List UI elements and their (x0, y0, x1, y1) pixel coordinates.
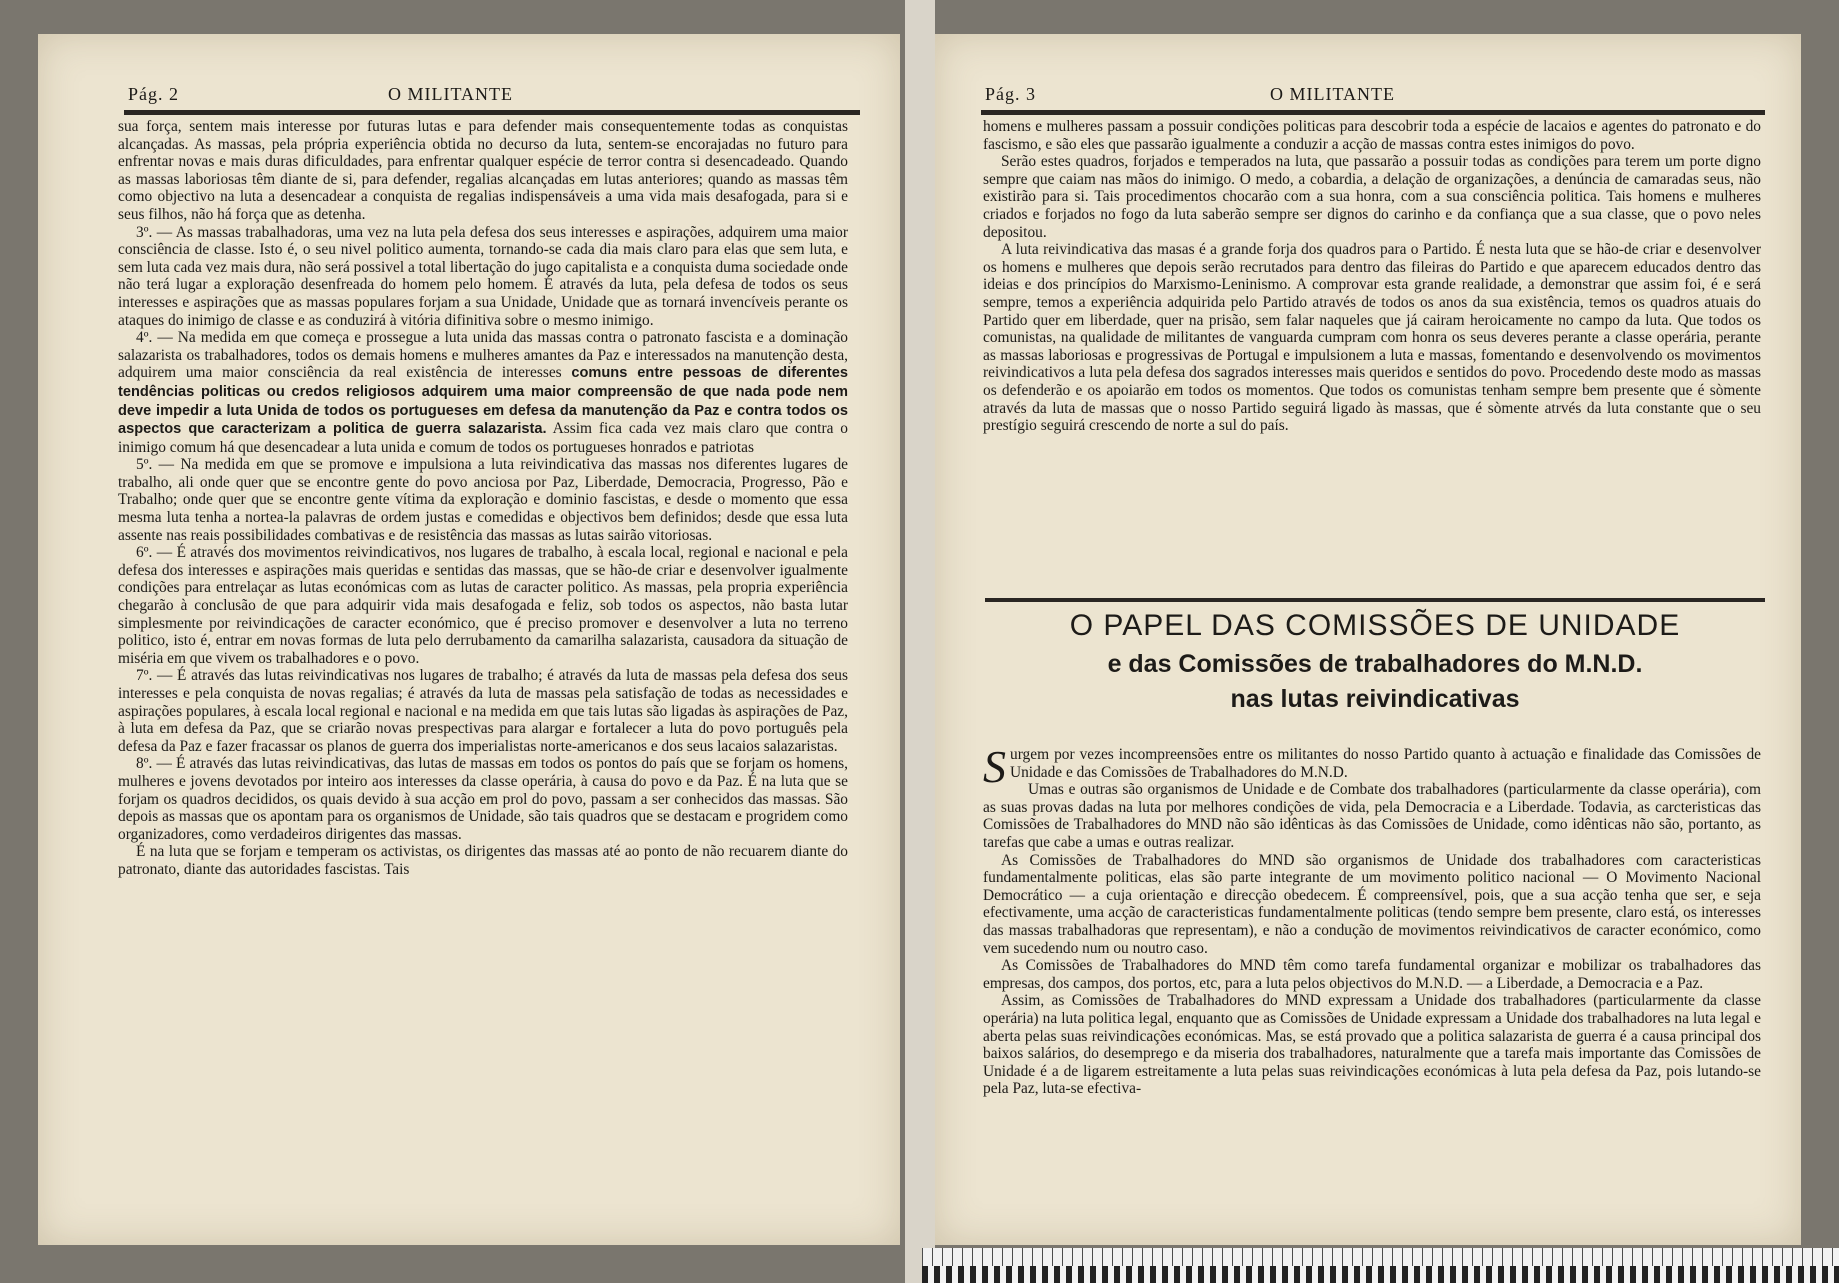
paragraph: Serão estes quadros, forjados e temperados na luta, que passarão a possuir todas as condições para terem um porte digno sempre que caiam nas mãos do inimigo. O medo, a cobardia, a delação de organizações, a denúncia de camaradas seus, não existirão para si. Tais procedimentos chocarão com a sua honra, com a sua consciência politica. Tais homens e mulheres criados e forjados no fogo da luta saberão sempre ser dignos do carinho e da confiança que a sua classe, que o povo neles depositou. (983, 153, 1761, 241)
paragraph: A luta reivindicativa das masas é a grande forja dos quadros para o Partido. É nesta luta que se hão-de criar e desenvolver os homens e mulheres que depois serão recrutados para dentro das fileiras do Partido e que aparecem educados dentro das ideias e dos princípios do Marxismo-Leninismo. A comprovar esta grande realidade, a demonstrar que assim foi, é e será sempre, temos a experiência adquirida pelo Partido através de todos os anos da sua existência, temos os quadros atuais do Partido quer em liberdade, quer na prisão, sem falar naqueles que já cairam heroicamente no campo da luta. Que todos os comunistas, na qualidade de militantes de vanguarda cumpram com honra os seus deveres perante a classe operária, perante as massas laboriosas e progressivas de Portugal e impulsionem a luta e massas, fomentando e desenvolvendo os movimentos reivindicativos a luta pela defesa dos sagrados interesses mais queridos e sentidos do povo. Procedendo deste modo as massas os defenderão e os apoiarão em todos os momentos. Que todos os comunistas tenham sempre bem presente que é sòmente através da luta de massas que o nosso Partido seguirá ligado às massas, que é sòmente atrvés da luta constante que o seu prestígio seguirá crescendo de norte a sul do país. (983, 241, 1761, 435)
page-number: Pág. 3 (985, 84, 1036, 104)
page-number: Pág. 2 (128, 84, 179, 104)
right-page-header (985, 84, 1761, 110)
page-gutter (905, 0, 935, 1283)
ruler-ticks (922, 1248, 1839, 1266)
paragraph: Umas e outras são organismos de Unidade e de Combate dos trabalhadores (particularmente da classe operária), com as suas provas dadas na luta por melhores condições de vida, pela Democracia e a Liberdade. Todavia, as carcteristicas das Comissões de Trabalhadores do MND não são idênticas às das Comissões de Unidade, como idênticas não são, portanto, as tarefas que cabe a umas e outras realizar. (983, 781, 1761, 851)
bold-passage: comuns entre pessoas de diferentes tendências politicas ou credos religiosos adquirem uma maior compreensão de que nada pode nem deve impedir a luta Unida de todos os portugueses em defesa da manutenção da Paz e contra todos os aspectos que caracterizam a politica de guerra salazarista. (118, 365, 848, 438)
paragraph (118, 329, 848, 456)
left-page (38, 34, 900, 1245)
left-text-column (118, 118, 848, 879)
newspaper-title: O MILITANTE (1270, 84, 1396, 104)
paragraph: 5º. — Na medida em que se promove e impulsiona a luta reivindicativa das massas nos diferentes lugares de trabalho, ali onde quer que se encontre gente do povo anciosa por Paz, Liberdade, Democracia, Progresso, Pão e Trabalho; onde quer que se encontre gente vítima da exploração e dominio fascistas, e desde o momento que essa mesma luta tenha a nortea-la palavras de ordem justas e comedidas e objectivos bem definidos; desde que essa luta assente nas reais possibilidades combativas e de resistência das massas as lutas sairão vitoriosas. (118, 456, 848, 544)
paragraph: Assim, as Comissões de Trabalhadores do MND expressam a Unidade dos trabalhadores (particularmente da classe operária) na luta politica legal, enquanto que as Comissões de Unidade expressam a Unidade dos trabalhadores na luta legal e aberta pelas suas reivindicações económicas. Mas, se está provado que a politica salazarista de guerra é a causa principal dos baixos salários, do desemprego e da miseria dos trabalhadores, naturalmente que a tarefa mais importante das Comissões de Unidade é a de ligarem estreitamente a luta pelas suas reivindicações económicas à luta pela defesa da Paz, pois lutando-se pela Paz, luta-se efectiva- (983, 992, 1761, 1098)
newspaper-title: O MILITANTE (388, 84, 514, 104)
paragraph: As Comissões de Trabalhadores do MND são organismos de Unidade dos trabalhadores com caracteristicas fundamentalmente politicas, elas são parte integrante de um movimento politico nacional — O Movimento Nacional Democrático — a cuja orientação e direcção obedecem. É compreensível, pois, que a sua acção tenha que ser, e seja efectivamente, uma acção de caracteristicas fundamentalmente politicas (tendo sempre bem presente, claro está, os interesses das massas trabalhadoras que representam), e não a condução de movimentos reivindicativos de caracter económico, como vem sucedendo num ou noutro caso. (983, 851, 1761, 957)
paragraph: 8º. — É através das lutas reivindicativas, das lutas de massas em todos os pontos do país que se forjam os homens, mulheres e jovens devotados por inteiro aos interesses da classe operária, à causa do povo e da Paz. É na luta que se forjam os quadros decididos, os quais devido à sua acção em prol do povo, passam a ser conhecidos das massas. São depois as massas que os apontam para os organismos de Unidade, são tais quadros que se destacam e progridem como organizadores, como verdadeiros dirigentes das massas. (118, 755, 848, 843)
right-page (935, 34, 1801, 1245)
right-text-column (983, 118, 1761, 435)
header-rule (124, 110, 860, 115)
header-rule (981, 110, 1765, 115)
article-headline (985, 606, 1765, 716)
paragraph: É na luta que se forjam e temperam os activistas, os dirigentes das massas até ao ponto de não recuarem diante do patronato, diante das autoridades fascistas. Tais (118, 843, 848, 878)
paragraph-text: 4º. — Na medida em que começa e prossegue a luta unida das massas contra o patronato fascista e a dominação salazarista os trabalhadores, todos os demais homens e mulheres amantes da Paz e interessados na manutenção desta, adquirem uma maior consciência da real existência de interesses (118, 329, 848, 382)
paragraph: 6º. — É através dos movimentos reivindicativos, nos lugares de trabalho, à escala local, regional e nacional e pela defesa dos interesses e aspirações mais queridas e sentidas das massas, que se hão-de criar e desenvolver igualmente condições para entrelaçar as lutas económicas com as lutas de caracter politico. As massas, pela propria experiência chegarão à conclusão de que para adquirir vida mais desafogada e feliz, sob todos os aspectos, não basta lutar simplesmente por reivindicações de caracter económico, que é preciso promover e desenvolver a luta no terreno politico, isto é, entrar em novas formas de luta pelo derrubamento da camarilha salazarista, causadora da situação de miséria em que vivem os trabalhadores e o povo. (118, 544, 848, 667)
paragraph: sua força, sentem mais interesse por futuras lutas e para defender mais consequentemente todas as conquistas alcançadas. As massas, pela própria experiência obtida no decurso da luta, sentem-se encorajadas no futuro para enfrentar novas e mais duras dificuldades, para enfrentar qualquer espécie de terror contra si desencadeado. Quando as massas laboriosas têm diante de si, para defender, regalias alcançadas em lutas anteriores; quando as massas têm como objectivo na luta a desencadear a conquista de regalias indispensáveis a uma vida mais desafogada, para si e seus filhos, não há força que as detenha. (118, 118, 848, 223)
paragraph: 7º. — É através das lutas reivindicativas nos lugares de trabalho; é através da luta de massas pela defesa dos seus interesses e pela conquista de novas regalias; é através da luta de massas pela satisfação de todas as necessidades e aspirações populares, à escala local regional e nacional e na medida em que tais lutas são ligadas às aspirações de Paz, à luta em defesa da Paz, que se criarão novas prespectivas para alargar e fortalecer a luta do povo português pela defesa da Paz e fazer fracassar os planos de guerra dos imperialistas norte-americanos e dos seus lacaios salazaristas. (118, 667, 848, 755)
paragraph-text: urgem por vezes incompreensões entre os militantes do nosso Partido quanto à actuação e finalidade das Comissões de Unidade e das Comissões de Trabalhadores do M.N.D. (1010, 746, 1761, 781)
section-divider (985, 598, 1765, 602)
paragraph-text: Assim fica cada vez mais claro que contra o inimigo comum há que desencadear a luta unida e comum de todos os portugueses honrados e patriotas (118, 420, 848, 456)
headline-line-2: e das Comissões de trabalhadores do M.N.D. (1107, 650, 1643, 678)
headline-line-3: nas lutas reivindicativas (1230, 685, 1520, 713)
headline-line-1: O PAPEL DAS COMISSÕES DE UNIDADE (1069, 609, 1681, 642)
drop-cap: S (983, 741, 1006, 792)
paragraph: homens e mulheres passam a possuir condições politicas para descobrir toda a espécie de lacaios e agentes do patronato e do fascismo, e são eles que passarão igualmente a conduzir a acção de massas contra estes inimigos do povo. (983, 118, 1761, 153)
left-page-header (128, 84, 860, 110)
article-text-column (983, 741, 1761, 1098)
paragraph: 3º. — As massas trabalhadoras, uma vez na luta pela defesa dos seus interesses e aspirações, adquirem uma maior consciência de classe. Isto é, o seu nivel politico aumenta, tornando-se cada dia mais claro para elas que sem luta, e sem luta cada vez mais dura, não será possivel a total libertação do jugo capitalista e a conquista duma sociedade onde não terá lugar a exploração desenfreada do homem pelo homem. É através da luta, pela defesa de todos os seus interesses e aspirações que as massas populares forjam a sua Unidade, Unidade que as tornará invencíveis perante os ataques do inimigo de classe e as conduzirá à vitória difinitiva sobre o mesmo inimigo. (118, 223, 848, 329)
paragraph (983, 741, 1761, 792)
scale-ruler (922, 1248, 1839, 1283)
paragraph: As Comissões de Trabalhadores do MND têm como tarefa fundamental organizar e mobilizar os trabalhadores das empresas, dos campos, dos portos, etc, para a luta pelos objectivos do M.N.D. — a Liberdade, a Democracia e a Paz. (983, 957, 1761, 992)
